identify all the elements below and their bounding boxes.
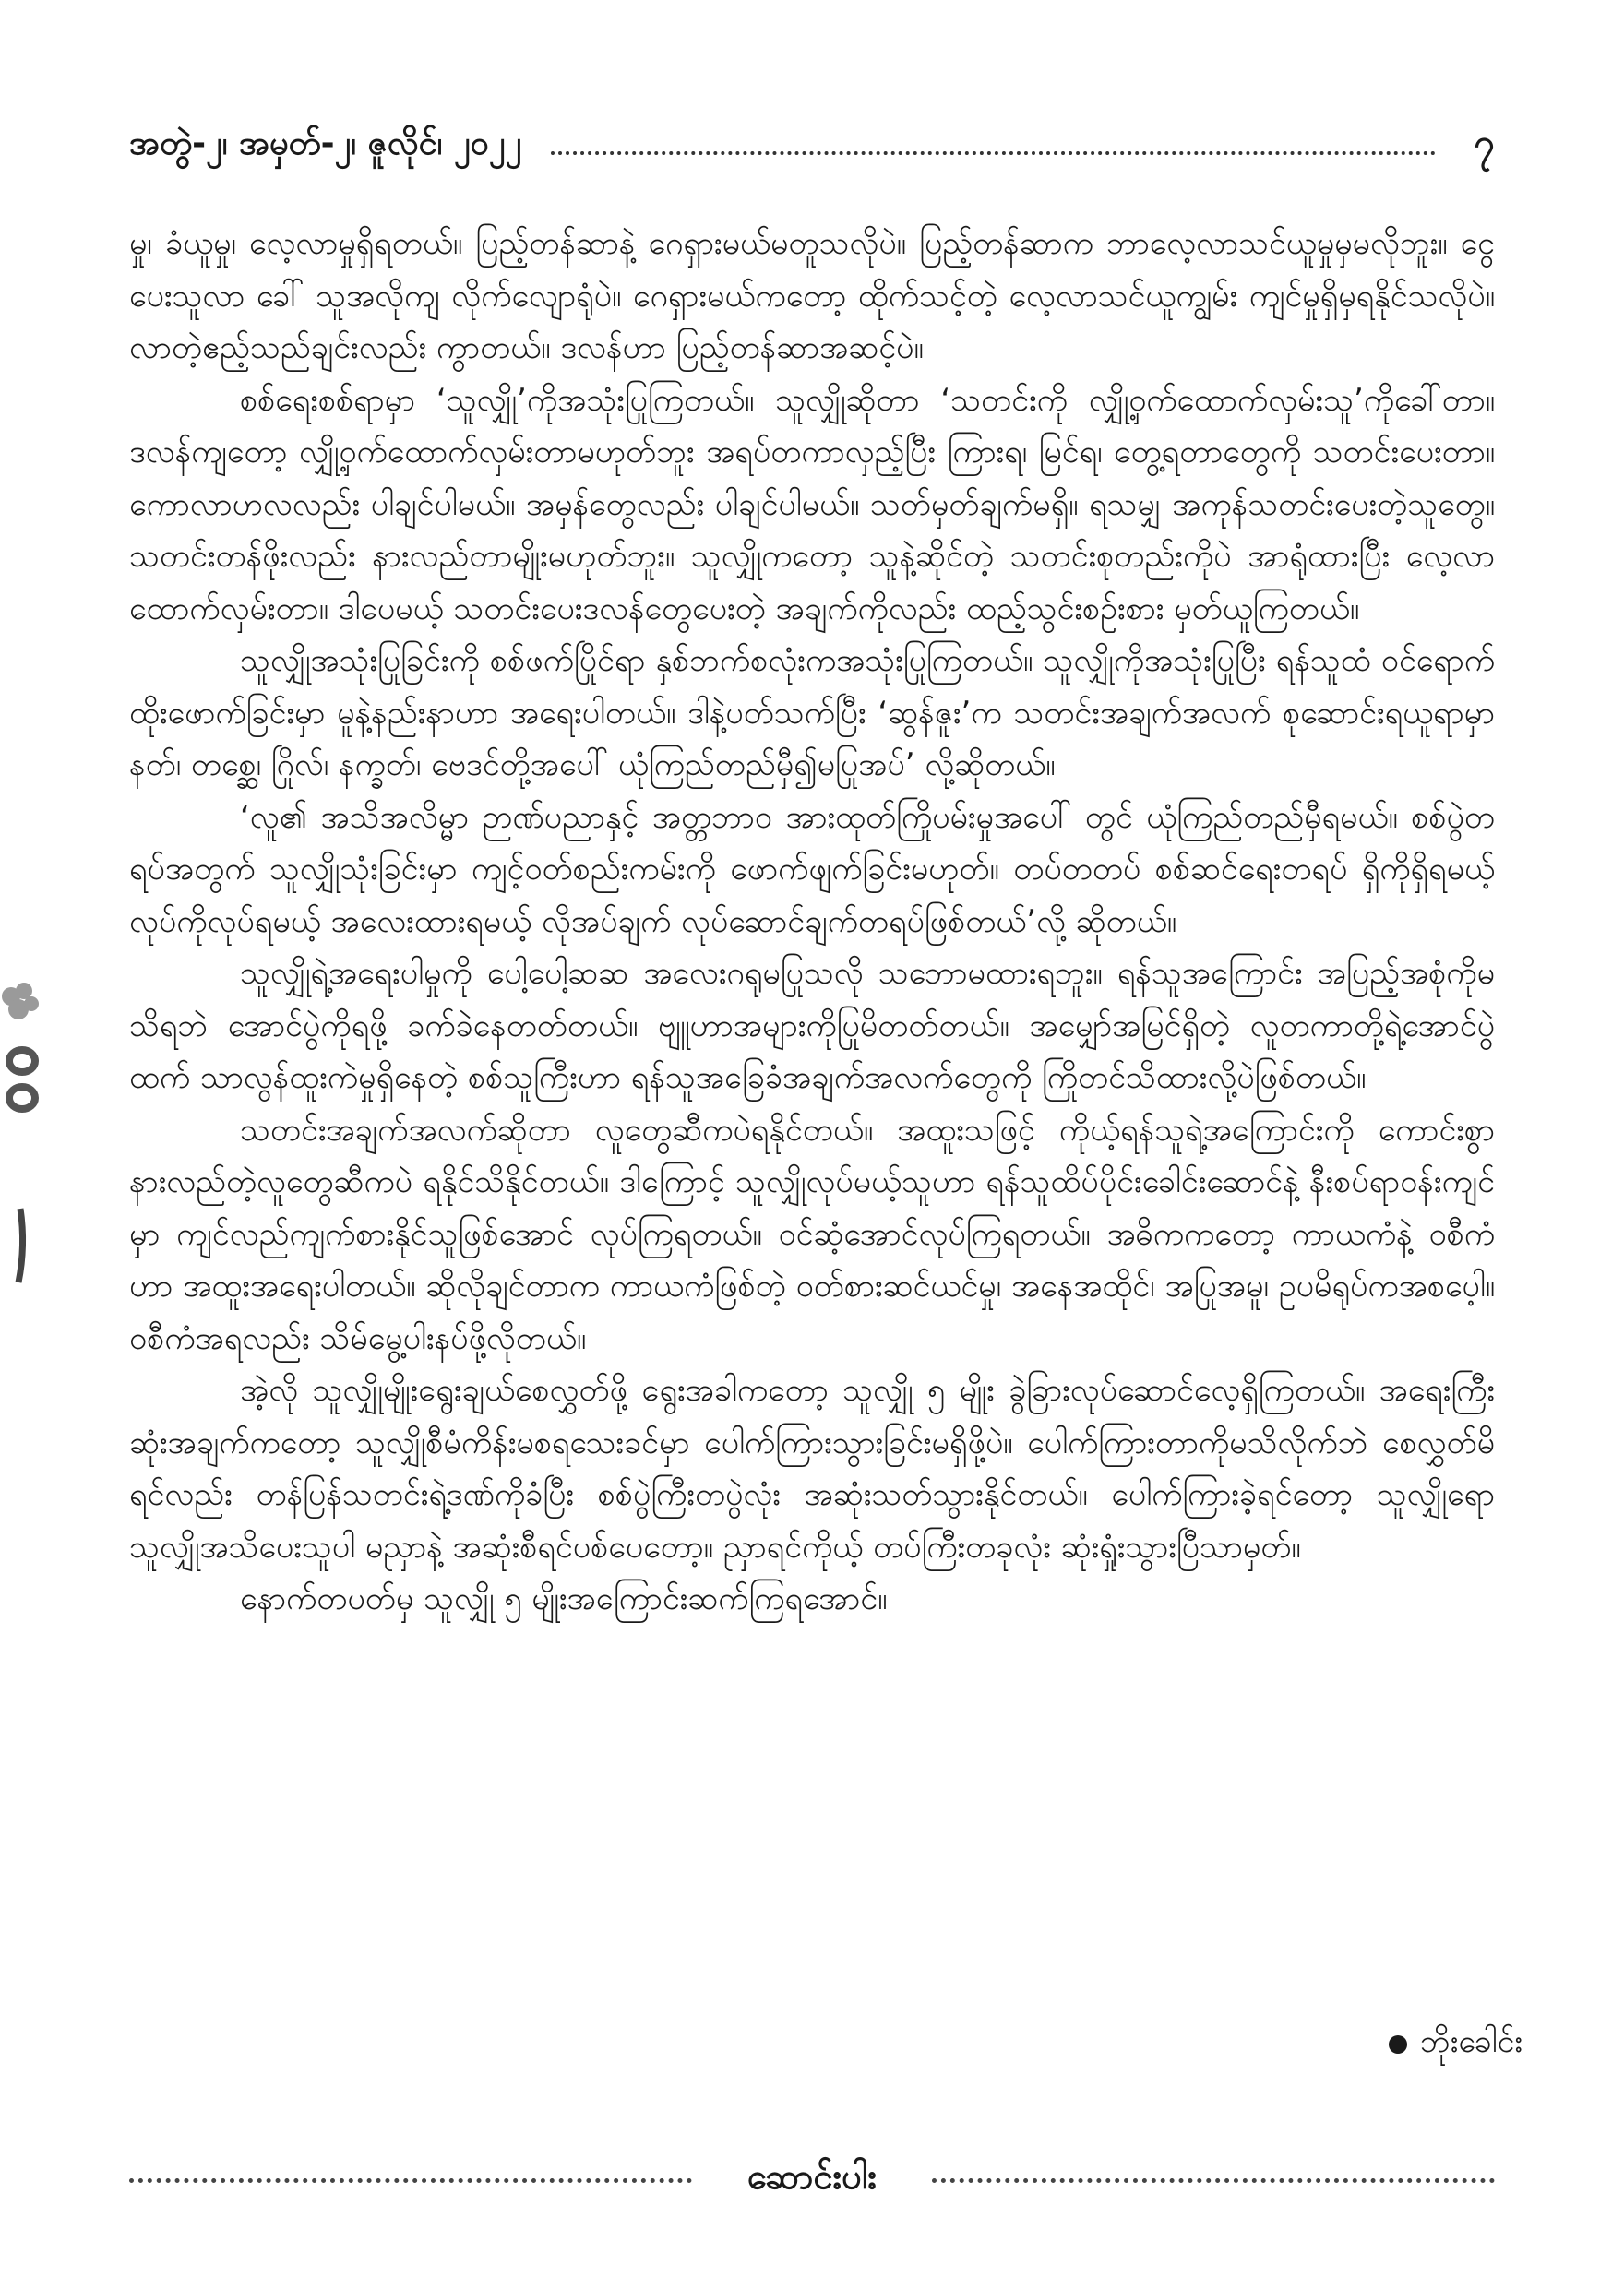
- issue-info: အတွဲ-၂၊ အမှတ်-၂၊ ဇူလိုင်၊ ၂၀၂၂: [129, 125, 522, 162]
- paragraph: နောက်တပတ်မှ သူလျှို ၅ မျိုးအကြောင်းဆက်ကြရအောင်။: [240, 1580, 888, 1617]
- author-name: ဘိုးခေါင်း: [1420, 2023, 1522, 2060]
- paragraph: ‘လူ၏ အသိအလိမ္မာ ဉာဏ်ပညာနှင့် အတ္တဘာဝ အားထုတ်ကြိုပမ်းမှုအပေါ် တွင် ယုံကြည်တည်မှီရမယ်။ စစ်ပွဲတရပ်အတွက် သူလျှိုသုံးခြင်းမှာ ကျင့်ဝတ်စည်းကမ်းကို ဖောက်ဖျက်ခြင်းမဟုတ်။ တပ်တတပ် စစ်ဆင်ရေးတရပ် ရှိကိုရှိရမယ့် လုပ်ကိုလုပ်ရမယ့် အလေးထားရမယ့် လိုအပ်ချက် လုပ်ဆောင်ချက်တရပ်ဖြစ်တယ်’လို့ ဆိုတယ်။: [129, 798, 1495, 940]
- header-dotted-rule: [551, 151, 1436, 155]
- page-number: ၇: [1474, 121, 1495, 164]
- section-title: ဆောင်းပါး: [746, 2156, 878, 2197]
- paragraph: သူလျှိုရဲ့အရေးပါမှုကို ပေါ့ပေါ့ဆဆ အလေးဂရုမပြုသလို သဘောမထားရဘူး။ ရန်သူအကြောင်း အပြည့်အစုံကိုမသိရဘဲ အောင်ပွဲကိုရဖို့ ခက်ခဲနေတတ်တယ်။ ဗျူဟာအများကိုပြုမိတတ်တယ်။ အမျှော်အမြင်ရှိတဲ့ လူတကာတို့ရဲ့အောင်ပွဲထက် သာလွန်ထူးကဲမှုရှိနေတဲ့ စစ်သူကြီးဟာ ရန်သူအခြေခံအချက်အလက်တွေကို ကြိုတင်သိထားလို့ပဲဖြစ်တယ်။: [129, 955, 1495, 1096]
- page-footer: [129, 2157, 1495, 2203]
- paragraph: စစ်ရေးစစ်ရာမှာ ‘သူလျှို’ကိုအသုံးပြုကြတယ်။ သူလျှိုဆိုတာ ‘သတင်းကို လျှို့ဝှက်ထောက်လှမ်းသူ’ကိုခေါ်တာ။ ဒလန်ကျတော့ လျှို့ဝှက်ထောက်လှမ်းတာမဟုတ်ဘူး အရပ်တကာလှည့်ပြီး ကြားရ၊ မြင်ရ၊ တွေ့ရတာတွေကို သတင်းပေးတာ။ ကောလာဟလလည်း ပါချင်ပါမယ်။ အမှန်တွေလည်း ပါချင်ပါမယ်။ သတ်မှတ်ချက်မရှိ။ ရသမျှ အကုန်သတင်းပေးတဲ့သူတွေ။ သတင်းတန်ဖိုးလည်း နားလည်တာမျိုးမဟုတ်ဘူး။ သူလျှိုကတော့ သူနဲ့ဆိုင်တဲ့ သတင်းစုတည်းကိုပဲ အာရုံထားပြီး လေ့လာထောက်လှမ်းတာ။ ဒါပေမယ့် သတင်းပေးဒလန်တွေပေးတဲ့ အချက်ကိုလည်း ထည့်သွင်းစဉ်းစား မှတ်ယူကြတယ်။: [129, 381, 1495, 627]
- paragraph: မှု၊ ခံယူမှု၊ လေ့လာမှုရှိရတယ်။ ပြည့်တန်ဆာနဲ့ ဂေရှားမယ်မတူသလိုပဲ။ ပြည့်တန်ဆာက ဘာလေ့လာသင်ယူမှုမှမလိုဘူး။ ငွေပေးသူလာ ခေါ် သူအလိုကျ လိုက်လျောရုံပဲ။ ဂေရှားမယ်ကတော့ ထိုက်သင့်တဲ့ လေ့လာသင်ယူကျွမ်း ကျင်မှုရှိမှရနိုင်သလိုပဲ။ လာတဲ့ဧည့်သည်ချင်းလည်း ကွာတယ်။ ဒလန်ဟာ ပြည့်တန်ဆာအဆင့်ပဲ။: [129, 225, 1495, 366]
- footer-rule-left: [129, 2178, 692, 2183]
- page-header: [129, 118, 1495, 173]
- margin-decoration: [0, 978, 44, 1292]
- bullet-icon: [1389, 2035, 1407, 2054]
- author-signature: [1389, 2021, 1522, 2068]
- footer-rule-right: [932, 2178, 1495, 2183]
- article-body: [129, 218, 1495, 1626]
- paragraph: သူလျှိုအသုံးပြုခြင်းကို စစ်ဖက်ပြိုင်ရာ နှစ်ဘက်စလုံးကအသုံးပြုကြတယ်။ သူလျှိုကိုအသုံးပြုပြီး ရန်သူထံ ဝင်ရောက်ထိုးဖောက်ခြင်းမှာ မူနဲ့နည်းနာဟာ အရေးပါတယ်။ ဒါနဲ့ပတ်သက်ပြီး ‘ဆွန်ဇူး’က သတင်းအချက်အလက် စုဆောင်းရယူရာမှာ နတ်၊ တစ္ဆေ၊ ဂြိုလ်၊ နက္ခတ်၊ ဗေဒင်တို့အပေါ် ယုံကြည်တည်မှီ၍မပြုအပ်’ လို့ဆိုတယ်။: [129, 642, 1495, 783]
- paragraph: အဲ့လို သူလျှိုမျိုးရွေးချယ်စေလွှတ်ဖို့ ရွေးအခါကတော့ သူလျှို ၅ မျိုး ခွဲခြားလုပ်ဆောင်လေ့ရှိကြတယ်။ အရေးကြီးဆုံးအချက်ကတော့ သူလျှိုစီမံကိန်းမစရသေးခင်မှာ ပေါက်ကြားသွားခြင်းမရှိဖို့ပဲ။ ပေါက်ကြားတာကိုမသိလိုက်ဘဲ စေလွှတ်မိရင်လည်း တန်ပြန်သတင်းရဲ့ဒဏ်ကိုခံပြီး စစ်ပွဲကြီးတပွဲလုံး အဆုံးသတ်သွားနိုင်တယ်။ ပေါက်ကြားခဲ့ရင်တော့ သူလျှိုရော သူလျှိုအသိပေးသူပါ မညှာနဲ့ အဆုံးစီရင်ပစ်ပေတော့။ ညှာရင်ကိုယ့် တပ်ကြီးတခုလုံး ဆုံးရှုံးသွားပြီသာမှတ်။: [129, 1372, 1495, 1566]
- paragraph: သတင်းအချက်အလက်ဆိုတာ လူတွေဆီကပဲရနိုင်တယ်။ အထူးသဖြင့် ကိုယ့်ရန်သူရဲ့အကြောင်းကို ကောင်းစွာနားလည်တဲ့လူတွေဆီကပဲ ရနိုင်သိနိုင်တယ်။ ဒါကြောင့် သူလျှိုလုပ်မယ့်သူဟာ ရန်သူထိပ်ပိုင်းခေါင်းဆောင်နဲ့ နီးစပ်ရာဝန်းကျင်မှာ ကျင်လည်ကျက်စားနိုင်သူဖြစ်အောင် လုပ်ကြရတယ်။ ဝင်ဆံ့အောင်လုပ်ကြရတယ်။ အဓိကကတော့ ကာယကံနဲ့ ဝစီကံဟာ အထူးအရေးပါတယ်။ ဆိုလိုချင်တာက ကာယကံဖြစ်တဲ့ ဝတ်စားဆင်ယင်မှု၊ အနေအထိုင်၊ အပြုအမူ၊ ဥပမိရုပ်ကအစပေ့ါ။ ဝစီကံအရလည်း သိမ်မွေ့ပါးနပ်ဖို့လိုတယ်။: [129, 1111, 1495, 1357]
